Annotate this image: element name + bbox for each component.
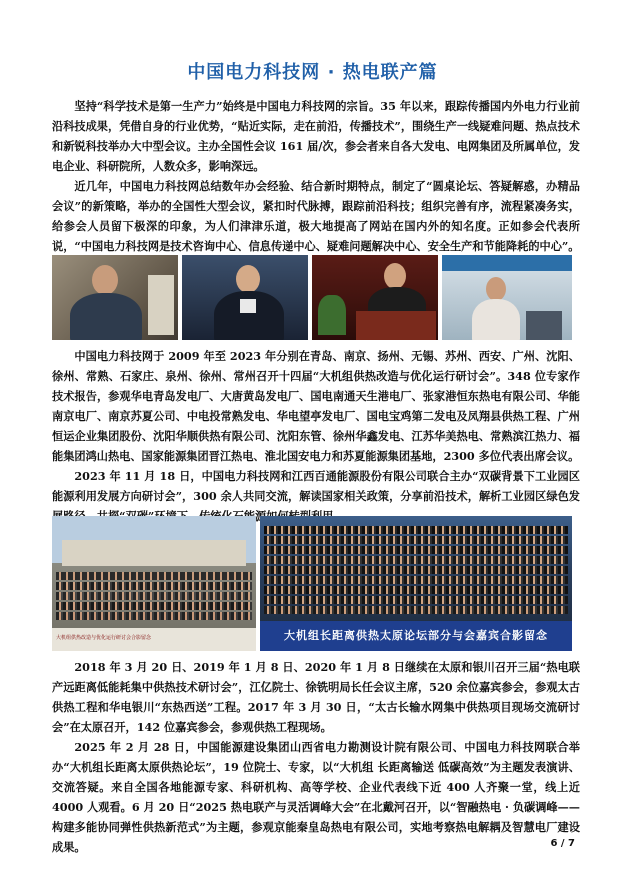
page-number: 6 / 7 xyxy=(550,838,575,849)
group-photo-taiyuan-forum xyxy=(260,516,572,651)
speaker-photo-2 xyxy=(182,255,308,340)
paragraph-intro: 坚持“科学技术是第一生产力”始终是中国电力科技网的宗旨。35 年以来，跟踪传播国内外电力行业前沿科技成果，凭借自身的行业优势，“贴近实际，走在前沿，传播技术”，围绕生产一线疑难问题、热点技术和新锐科技举办大中型会议。主办全国性会议 161 届/次，参会者来自各大发电、电网集团及所属单位，发电企业、科研院所，人数众多，影响深远。 xyxy=(52,99,580,173)
speaker-photo-3 xyxy=(312,255,438,340)
paragraph-2025-forums: 2025 年 2 月 28 日，中国能源建设集团山西省电力勘测设计院有限公司、中国电力科技网联合举办“大机组长距离太原供热论坛”，19 位院士、专家，以“大机组 长距离输送 低碳高效”为主题发表演讲、交流答疑。来自全国各地能源专家、科研机构、高等学校、企业代表线下近 400 人齐聚一堂，线上近 4000 人观看。6 月 20 日“2025 热电联产与灵活调峰大会”在北戴河召开，以“智融热电 · 负碳调峰——构建多能协同弹性供热新范式”为主题，参观京能秦皇岛热电有限公司，实地考察热电解耦及智慧电厂建设成果。 xyxy=(52,740,580,854)
paragraph-strategy: 近几年，中国电力科技网总结数年办会经验、结合新时期特点，制定了“圆桌论坛、答疑解惑，办精品会议”的新策略，举办的全国性大型会议，紧扣时代脉搏，跟踪前沿科技；组织完善有序，流程紧凑务实，给参会人员留下极深的印象，为人们津津乐道，极大地提高了网站在国内外的知名度。正如参会代表所说，“中国电力科技网是技术咨询中心、信息传递中心、疑难问题解决中心、安全生产和节能降耗的中心”。 xyxy=(52,179,580,253)
page-title: 中国电力科技网 · 热电联产篇 xyxy=(187,62,438,83)
speaker-photo-4 xyxy=(442,255,572,340)
speaker-photo-1 xyxy=(52,255,178,340)
group-photo-caption: 大机组长距离供热太原论坛部分与会嘉宾合影留念 xyxy=(284,629,548,642)
group-photo-industrial-park xyxy=(52,516,256,651)
paragraph-2023-seminar: 2023 年 11 月 18 日，中国电力科技网和江西百通能源股份有限公司联合主办“双碳背景下工业园区能源利用发展方向研讨会”，300 余人共同交流，解读国家相关政策，分享前沿技术，解析工业园区绿色发 xyxy=(52,469,580,503)
group-photo-banner: 大机组供热改造与优化运行研讨会合影留念 xyxy=(56,635,152,641)
paragraph-seminars: 中国电力科技网于 2009 年至 2023 年分别在青岛、南京、扬州、无锡、苏州、西安、广州、沈阳、徐州、常熟、石家庄、泉州、徐州、常州召开十四届“大机组供热改造与优化运行研讨会”。348 位专家作技术报告，参观华电青岛发电厂、大唐黄岛发电厂、国电南通天生港电厂、张家港恒东热电有限公司、华能南京电厂、南京苏夏公司、中电投常熟发电、华电望亭发电厂、国电宝鸡第二发电及凤翔县供热工程、广州恒运企业集团股份、沈阳华顺供热有限公司、沈阳东管、徐州华鑫发电、江苏华美热电、常熟滨江热力、福能集团鸿山热电、国家能源集团晋江热电、淮北国安电力和苏夏能源集团基地，2300 多位代表出席会议。 xyxy=(52,349,580,463)
paragraph-taiyuan-seminars: 2018 年 3 月 20 日、2019 年 1 月 8 日、2020 年 1 月 8 日继续在太原和银川召开三届“热电联产远距离低能耗集中供热技术研讨会”，江亿院士、徐铣明局长任会议主席，520 余位嘉宾参会，参观太古供热工程和华电银川“东热西送”工程。2017 年 3 月 30 日，“太古长输水网集中供热项目现场交流研讨会”在太原召开，142 位嘉宾参会，参观供热工程现场。 xyxy=(52,660,580,734)
